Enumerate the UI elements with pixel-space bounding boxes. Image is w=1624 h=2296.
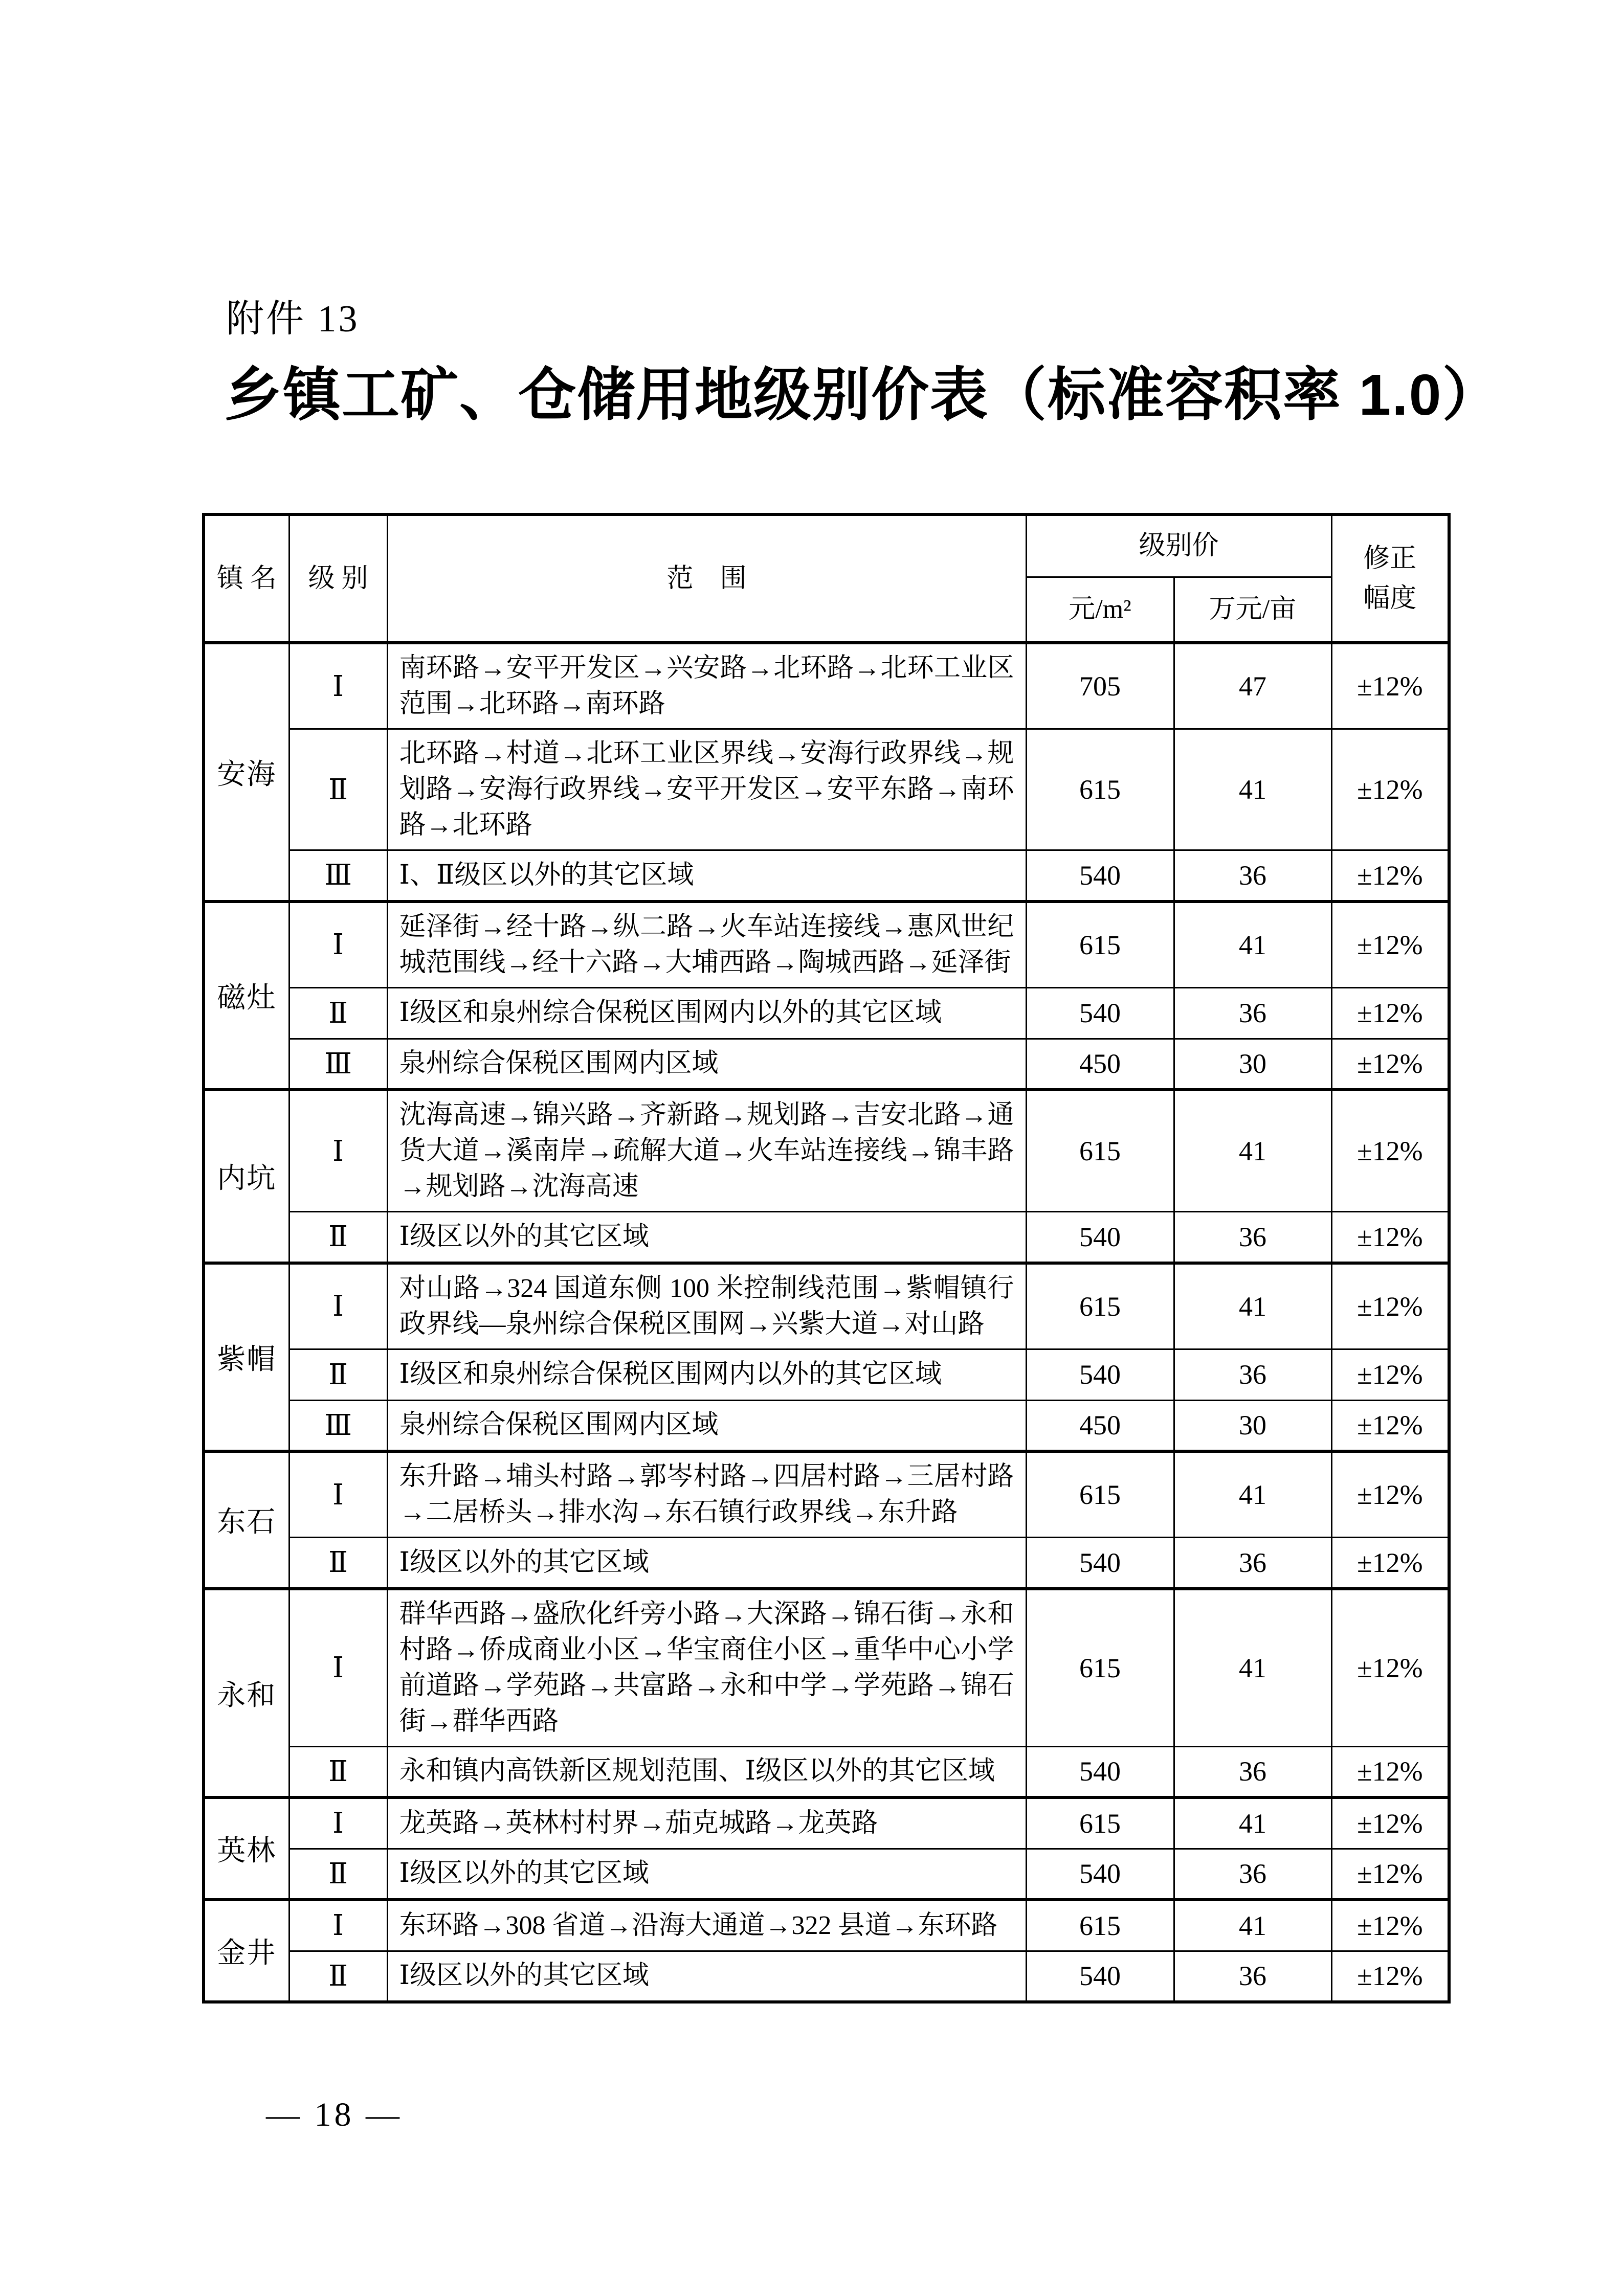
price-per-sqm-cell: 540 <box>1026 1746 1174 1797</box>
grade-cell: Ⅱ <box>289 987 387 1039</box>
price-per-mu-cell: 41 <box>1174 1900 1331 1951</box>
grade-cell: Ⅲ <box>289 1039 387 1090</box>
range-cell: 东环路→308 省道→沿海大通道→322 县道→东环路 <box>387 1900 1026 1951</box>
price-per-mu-cell: 36 <box>1174 1951 1331 2002</box>
price-per-sqm-cell: 615 <box>1026 902 1174 988</box>
range-cell: Ⅰ级区和泉州综合保税区围网内以外的其它区域 <box>387 987 1026 1039</box>
adjustment-cell: ±12% <box>1331 1900 1449 1951</box>
col-header-grade: 级 别 <box>289 514 387 643</box>
town-name-cell: 内坑 <box>204 1090 289 1263</box>
price-per-mu-cell: 47 <box>1174 643 1331 729</box>
col-header-price-sqm: 元/m² <box>1026 577 1174 643</box>
adjustment-cell: ±12% <box>1331 1212 1449 1263</box>
grade-cell: Ⅱ <box>289 1746 387 1797</box>
price-per-sqm-cell: 450 <box>1026 1400 1174 1451</box>
grade-cell: Ⅰ <box>289 1090 387 1212</box>
adjustment-cell: ±12% <box>1331 1349 1449 1400</box>
price-per-sqm-cell: 615 <box>1026 1797 1174 1849</box>
price-per-sqm-cell: 615 <box>1026 1451 1174 1538</box>
col-header-price-mu: 万元/亩 <box>1174 577 1331 643</box>
table-row <box>204 1797 1449 1849</box>
table-row <box>204 1090 1449 1212</box>
price-per-mu-cell: 36 <box>1174 1349 1331 1400</box>
range-cell: 永和镇内高铁新区规划范围、Ⅰ级区以外的其它区域 <box>387 1746 1026 1797</box>
table-row <box>204 1451 1449 1538</box>
table-row <box>204 1849 1449 1900</box>
grade-cell: Ⅰ <box>289 1451 387 1538</box>
town-group <box>204 1589 1449 1798</box>
grade-cell: Ⅱ <box>289 1212 387 1263</box>
price-per-mu-cell: 41 <box>1174 729 1331 850</box>
grade-cell: Ⅱ <box>289 1538 387 1589</box>
range-cell: Ⅰ级区以外的其它区域 <box>387 1951 1026 2002</box>
price-per-sqm-cell: 540 <box>1026 1951 1174 2002</box>
adjustment-cell: ±12% <box>1331 643 1449 729</box>
town-group <box>204 1797 1449 1900</box>
town-name-cell: 英林 <box>204 1797 289 1900</box>
price-per-mu-cell: 41 <box>1174 902 1331 988</box>
price-per-mu-cell: 36 <box>1174 1849 1331 1900</box>
grade-cell: Ⅱ <box>289 729 387 850</box>
town-group <box>204 1900 1449 2002</box>
range-cell: 沈海高速→锦兴路→齐新路→规划路→吉安北路→通货大道→溪南岸→疏解大道→火车站连接线→锦丰路→规划路→沈海高速 <box>387 1090 1026 1212</box>
table-row <box>204 1349 1449 1400</box>
range-cell: 对山路→324 国道东侧 100 米控制线范围→紫帽镇行政界线—泉州综合保税区围网→兴紫大道→对山路 <box>387 1263 1026 1349</box>
range-cell: 泉州综合保税区围网内区域 <box>387 1039 1026 1090</box>
col-header-adjustment <box>1331 514 1449 643</box>
adjustment-cell: ±12% <box>1331 850 1449 902</box>
table-row <box>204 1212 1449 1263</box>
price-per-sqm-cell: 540 <box>1026 987 1174 1039</box>
adjustment-cell: ±12% <box>1331 1849 1449 1900</box>
town-name-cell: 紫帽 <box>204 1263 289 1452</box>
adjustment-cell: ±12% <box>1331 1039 1449 1090</box>
price-per-sqm-cell: 615 <box>1026 1263 1174 1349</box>
town-group <box>204 643 1449 902</box>
range-cell: Ⅰ、Ⅱ级区以外的其它区域 <box>387 850 1026 902</box>
adjustment-cell: ±12% <box>1331 1090 1449 1212</box>
grade-cell: Ⅲ <box>289 850 387 902</box>
table-row <box>204 987 1449 1039</box>
range-cell: Ⅰ级区以外的其它区域 <box>387 1849 1026 1900</box>
grade-cell: Ⅱ <box>289 1349 387 1400</box>
grade-cell: Ⅲ <box>289 1400 387 1451</box>
price-per-sqm-cell: 615 <box>1026 729 1174 850</box>
town-name-cell: 磁灶 <box>204 902 289 1090</box>
price-per-mu-cell: 41 <box>1174 1589 1331 1747</box>
price-per-sqm-cell: 540 <box>1026 1538 1174 1589</box>
adjustment-cell: ±12% <box>1331 1589 1449 1747</box>
adjustment-cell: ±12% <box>1331 729 1449 850</box>
land-price-table <box>202 513 1451 2004</box>
price-per-sqm-cell: 450 <box>1026 1039 1174 1090</box>
adjustment-cell: ±12% <box>1331 902 1449 988</box>
table-row <box>204 1589 1449 1747</box>
range-cell: 延泽街→经十路→纵二路→火车站连接线→惠风世纪城范围线→经十六路→大埔西路→陶城西路→延泽街 <box>387 902 1026 988</box>
col-header-range: 范 围 <box>387 514 1026 643</box>
price-per-mu-cell: 41 <box>1174 1090 1331 1212</box>
table-row <box>204 1039 1449 1090</box>
price-per-sqm-cell: 615 <box>1026 1900 1174 1951</box>
price-per-mu-cell: 36 <box>1174 850 1331 902</box>
adjustment-cell: ±12% <box>1331 1263 1449 1349</box>
attachment-label: 附件 13 <box>226 298 360 340</box>
page-number: — 18 — <box>266 2096 403 2133</box>
table-row <box>204 643 1449 729</box>
range-cell: 群华西路→盛欣化纤旁小路→大深路→锦石街→永和村路→侨成商业小区→华宝商住小区→重华中心小学前道路→学苑路→共富路→永和中学→学苑路→锦石街→群华西路 <box>387 1589 1026 1747</box>
adjustment-cell: ±12% <box>1331 1451 1449 1538</box>
price-per-sqm-cell: 540 <box>1026 1349 1174 1400</box>
adjustment-cell: ±12% <box>1331 1538 1449 1589</box>
price-per-sqm-cell: 615 <box>1026 1090 1174 1212</box>
table-row <box>204 1263 1449 1349</box>
town-group <box>204 1090 1449 1263</box>
town-group <box>204 902 1449 1090</box>
price-per-sqm-cell: 615 <box>1026 1589 1174 1747</box>
table-row <box>204 1951 1449 2002</box>
price-per-sqm-cell: 705 <box>1026 643 1174 729</box>
table-row <box>204 1538 1449 1589</box>
town-group <box>204 1451 1449 1589</box>
adjustment-cell: ±12% <box>1331 1797 1449 1849</box>
col-header-price-group: 级别价 <box>1026 514 1331 577</box>
adjustment-cell: ±12% <box>1331 1746 1449 1797</box>
table-row <box>204 729 1449 850</box>
range-cell: 北环路→村道→北环工业区界线→安海行政界线→规划路→安海行政界线→安平开发区→安平东路→南环路→北环路 <box>387 729 1026 850</box>
adjustment-cell: ±12% <box>1331 1400 1449 1451</box>
table-row <box>204 1400 1449 1451</box>
price-per-mu-cell: 41 <box>1174 1451 1331 1538</box>
price-per-mu-cell: 36 <box>1174 1746 1331 1797</box>
town-name-cell: 东石 <box>204 1451 289 1589</box>
grade-cell: Ⅰ <box>289 1589 387 1747</box>
town-name-cell: 安海 <box>204 643 289 902</box>
table-row <box>204 902 1449 988</box>
price-per-sqm-cell: 540 <box>1026 1212 1174 1263</box>
price-per-mu-cell: 30 <box>1174 1400 1331 1451</box>
range-cell: Ⅰ级区和泉州综合保税区围网内以外的其它区域 <box>387 1349 1026 1400</box>
grade-cell: Ⅱ <box>289 1849 387 1900</box>
price-per-mu-cell: 41 <box>1174 1797 1331 1849</box>
grade-cell: Ⅰ <box>289 1797 387 1849</box>
town-name-cell: 永和 <box>204 1589 289 1798</box>
page-title: 乡镇工矿、仓储用地级别价表（标准容积率 1.0） <box>224 363 1501 427</box>
range-cell: 南环路→安平开发区→兴安路→北环路→北环工业区范围→北环路→南环路 <box>387 643 1026 729</box>
price-per-sqm-cell: 540 <box>1026 850 1174 902</box>
col-header-adjustment-label: 修正幅度 <box>1363 544 1417 613</box>
range-cell: Ⅰ级区以外的其它区域 <box>387 1538 1026 1589</box>
range-cell: 东升路→埔头村路→郭岑村路→四居村路→三居村路→二居桥头→排水沟→东石镇行政界线→东升路 <box>387 1451 1026 1538</box>
grade-cell: Ⅱ <box>289 1951 387 2002</box>
range-cell: 龙英路→英林村村界→茄克城路→龙英路 <box>387 1797 1026 1849</box>
col-header-town: 镇 名 <box>204 514 289 643</box>
town-group <box>204 1263 1449 1452</box>
adjustment-cell: ±12% <box>1331 1951 1449 2002</box>
price-per-mu-cell: 41 <box>1174 1263 1331 1349</box>
price-per-mu-cell: 36 <box>1174 1538 1331 1589</box>
grade-cell: Ⅰ <box>289 643 387 729</box>
price-per-mu-cell: 36 <box>1174 1212 1331 1263</box>
town-name-cell: 金井 <box>204 1900 289 2002</box>
price-per-sqm-cell: 540 <box>1026 1849 1174 1900</box>
range-cell: Ⅰ级区以外的其它区域 <box>387 1212 1026 1263</box>
table-row <box>204 850 1449 902</box>
adjustment-cell: ±12% <box>1331 987 1449 1039</box>
table-row <box>204 1746 1449 1797</box>
range-cell: 泉州综合保税区围网内区域 <box>387 1400 1026 1451</box>
table-row <box>204 1900 1449 1951</box>
grade-cell: Ⅰ <box>289 1900 387 1951</box>
grade-cell: Ⅰ <box>289 902 387 988</box>
price-per-mu-cell: 30 <box>1174 1039 1331 1090</box>
grade-cell: Ⅰ <box>289 1263 387 1349</box>
table-header <box>204 514 1449 643</box>
price-per-mu-cell: 36 <box>1174 987 1331 1039</box>
